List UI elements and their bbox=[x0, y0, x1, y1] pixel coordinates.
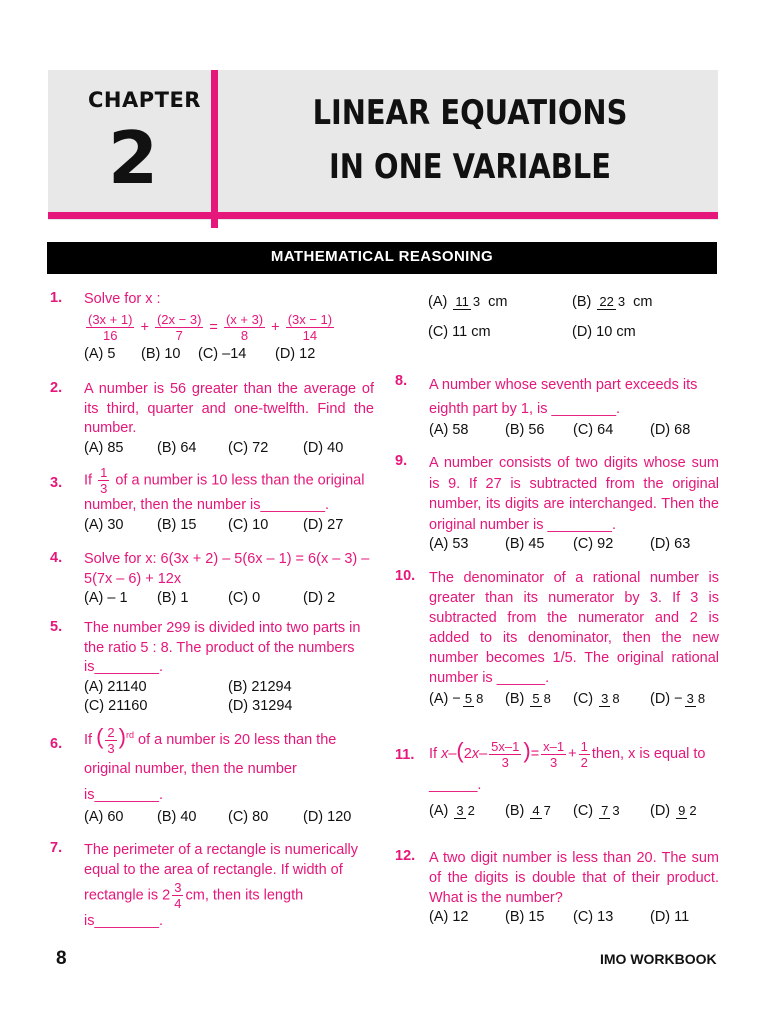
question-number: 6. bbox=[50, 736, 63, 752]
question-1: Solve for x : $\frac{(3x + 1)}{16}$ + $\frac{(2x - 3)}{7}$ = $\frac{(x + 3)}{8}$ + $\frac{(3x - 1)}{14}$ (A) 5 (B) 10 (C) –14 (D) 12 bbox=[84, 290, 384, 364]
question-7: The perimeter of a rectangle is numerically equal to the area of rectangle. If width of rectangle is 2 $\frac{3}{4}$ cm, then its length is________. bbox=[84, 842, 359, 929]
question-number: 7. bbox=[50, 840, 63, 856]
equation: $\frac{(3x + 1)}{16}$ + $\frac{(2x - 3)}{7}$ = $\frac{(x + 3)}{8}$ + $\frac{(3x - 1)}{14}$ bbox=[88, 311, 333, 343]
question-number: 9. bbox=[395, 453, 408, 469]
question-6: If ( $\frac{2}{3}$ )$^{rd}$ of a number is 20 less than the original number, then the number is________. (A) 60 (B) 40 (C) 80 (D) 120 bbox=[84, 723, 352, 825]
question-number: 12. bbox=[395, 848, 416, 864]
question-number: 1. bbox=[50, 290, 63, 306]
question-12: A two digit number is less than 20. The sum of the digits is double that of their product. What is the number? (A) 12 (B) 15 (C) 13 (D) 11 bbox=[429, 850, 719, 925]
question-3: If $\frac{1}{3}$ of a number is 10 less than the original number, then the number is________. (A) 30 (B) 15 (C) 10 (D) 27 bbox=[84, 465, 365, 533]
section-heading: MATHEMATICAL REASONING bbox=[47, 242, 717, 274]
book-title: IMO WORKBOOK bbox=[600, 951, 717, 967]
question-7-options: (A) 11 3 cm (B) 22 3 cm (C) 11 cm (D) 10 cm bbox=[428, 294, 653, 340]
chapter-label: CHAPTER bbox=[88, 88, 201, 112]
question-2: A number is 56 greater than the average of its third, quarter and one-twelfth. Find the number. (A) 85 (B) 64 (C) 72 (D) 40 bbox=[84, 381, 374, 456]
question-number: 4. bbox=[50, 550, 63, 566]
question-number: 11. bbox=[395, 747, 415, 763]
question-number: 2. bbox=[50, 380, 63, 396]
chapter-number: 2 bbox=[107, 116, 159, 200]
question-number: 5. bbox=[50, 619, 63, 635]
question-8: A number whose seventh part exceeds its eighth part by 1, is ________. (A) 58 (B) 56 (C) 64 (D) 68 bbox=[429, 377, 698, 438]
question-number: 10. bbox=[395, 568, 416, 584]
question-5: The number 299 is divided into two parts in the ratio 5 : 8. The product of the numbers is________. (A) 21140 (B) 21294 (C) 21160 (D) 31294 bbox=[84, 620, 361, 714]
question-11: If x–(2x– $\frac{5x-1}{3}$ )= $\frac{x-1}{3}$ + $\frac{1}{2}$ then, x is equal to ______. (A) 3 2 (B) 4 7 (C) 7 3 (D) 9 2 bbox=[429, 738, 706, 819]
divider-vertical bbox=[211, 70, 218, 228]
chapter-title: LINEAR EQUATIONS IN ONE VARIABLE bbox=[312, 93, 628, 187]
question-number: 8. bbox=[395, 373, 408, 389]
question-number: 3. bbox=[50, 475, 63, 491]
page-number: 8 bbox=[56, 948, 67, 969]
question-4: Solve for x: 6(3x + 2) – 5(6x – 1) = 6(x – 3) – 5(7x – 6) + 12x (A) – 1 (B) 1 (C) 0 (D) 2 bbox=[84, 551, 370, 606]
question-9: A number consists of two digits whose sum is 9. If 27 is subtracted from the original number, its digits are interchanged. Then the original number is ________. (A) 53 (B) 45 (C) 92 (D) 63 bbox=[429, 455, 719, 552]
question-10: The denominator of a rational number is greater than its numerator by 3. If 3 is subtracted from the numerator and 2 is added to its denominator, then the new number becomes 1/5. The original rational number is ______. (A) − 5 8 (B) 5 8 (C) 3 8 (D) − 3 8 bbox=[429, 570, 719, 707]
divider-horizontal bbox=[48, 212, 718, 219]
